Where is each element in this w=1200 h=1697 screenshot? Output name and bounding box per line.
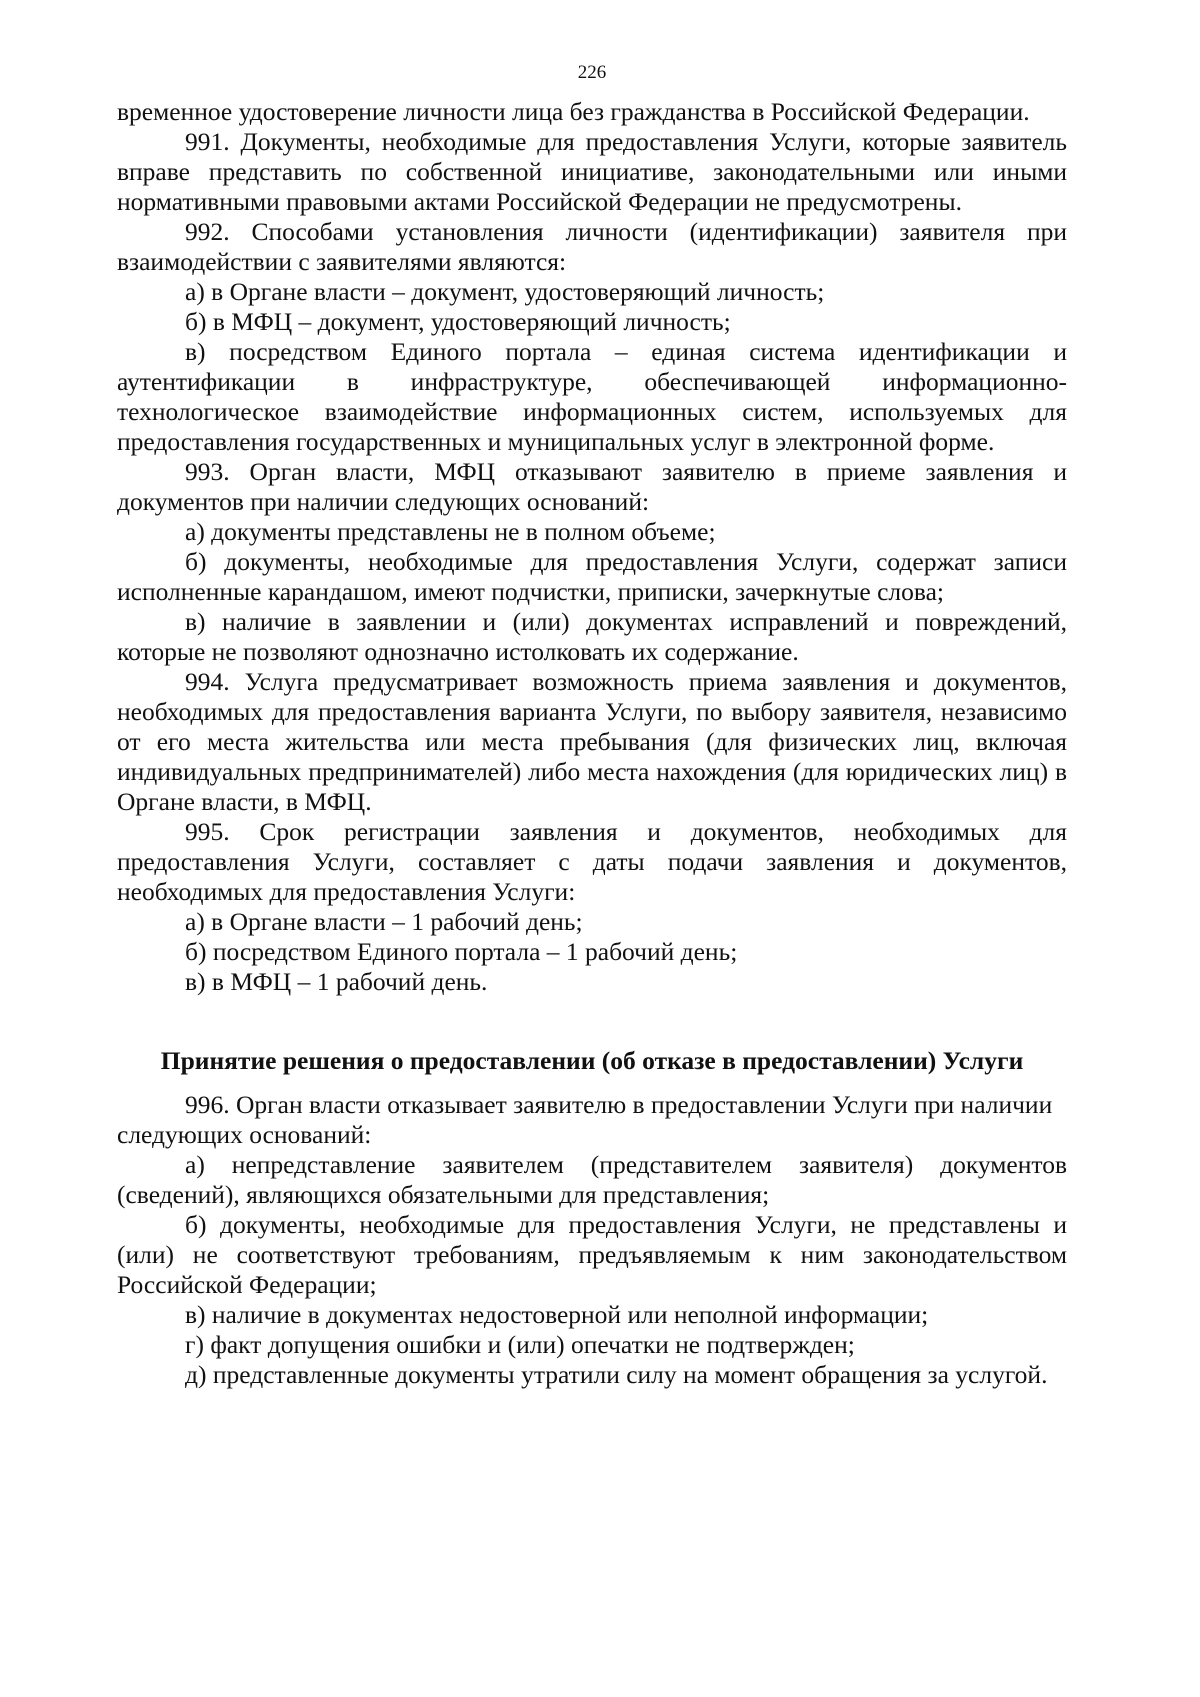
page-number: 226 [577, 62, 607, 83]
paragraph-993: 993. Орган власти, МФЦ отказывают заявителю в приеме заявления и документов при наличии следующих оснований: [117, 457, 1067, 516]
paragraph-continuation: временное удостоверение личности лица без гражданства в Российской Федерации. [117, 97, 1030, 126]
paragraph-996: 996. Орган власти отказывает заявителю в предоставлении Услуги при наличии следующих оснований: [117, 1090, 1053, 1149]
paragraph-995-c: в) в МФЦ – 1 рабочий день. [185, 967, 488, 996]
paragraph-996-d: г) факт допущения ошибки и (или) опечатки не подтвержден; [185, 1330, 855, 1359]
paragraph-995: 995. Срок регистрации заявления и документов, необходимых для предоставления Услуги, составляет с даты подачи заявления и документов, необходимых для предоставления Услуги: [117, 817, 1067, 906]
paragraph-996-e: д) представленные документы утратили силу на момент обращения за услугой. [185, 1360, 1048, 1389]
paragraph-993-c: в) наличие в заявлении и (или) документах исправлений и повреждений, которые не позволяют однозначно истолковать их содержание. [117, 607, 1067, 666]
paragraph-992-a: а) в Органе власти – документ, удостоверяющий личность; [185, 277, 825, 306]
paragraph-993-a: а) документы представлены не в полном объеме; [185, 517, 716, 546]
paragraph-996-c: в) наличие в документах недостоверной или неполной информации; [185, 1300, 929, 1329]
paragraph-996-a: а) непредставление заявителем (представителем заявителя) документов (сведений), являющихся обязательными для представления; [117, 1150, 1067, 1209]
paragraph-993-b: б) документы, необходимые для предоставления Услуги, содержат записи исполненные карандашом, имеют подчистки, приписки, зачеркнутые слова; [117, 547, 1067, 606]
paragraph-992: 992. Способами установления личности (идентификации) заявителя при взаимодействии с заявителями являются: [117, 217, 1067, 276]
paragraph-995-b: б) посредством Единого портала – 1 рабочий день; [185, 937, 738, 966]
document-page [117, 62, 1067, 1390]
paragraph-995-a: а) в Органе власти – 1 рабочий день; [185, 907, 583, 936]
paragraph-996-b: б) документы, необходимые для предоставления Услуги, не представлены и (или) не соответствуют требованиям, предъявляемым к ним законодательством Российской Федерации; [117, 1210, 1067, 1299]
paragraph-994: 994. Услуга предусматривает возможность приема заявления и документов, необходимых для предоставления варианта Услуги, по выбору заявителя, независимо от его места жительства или места пребывания (для физических лиц, включая индивидуальных предпринимателей) либо места нахождения (для юридических лиц) в Органе власти, в МФЦ. [117, 667, 1067, 816]
paragraph-992-c: в) посредством Единого портала – единая система идентификации и аутентификации в инфраструктуре, обеспечивающей информационно-технологическое взаимодействие информационных систем, используемых для предоставления государственных и муниципальных услуг в электронной форме. [117, 337, 1067, 456]
paragraph-992-b: б) в МФЦ – документ, удостоверяющий личность; [185, 307, 731, 336]
section-heading: Принятие решения о предоставлении (об отказе в предоставлении) Услуги [160, 1046, 1024, 1075]
paragraph-991: 991. Документы, необходимые для предоставления Услуги, которые заявитель вправе представить по собственной инициативе, законодательными или иными нормативными правовыми актами Российской Федерации не предусмотрены. [117, 127, 1067, 216]
